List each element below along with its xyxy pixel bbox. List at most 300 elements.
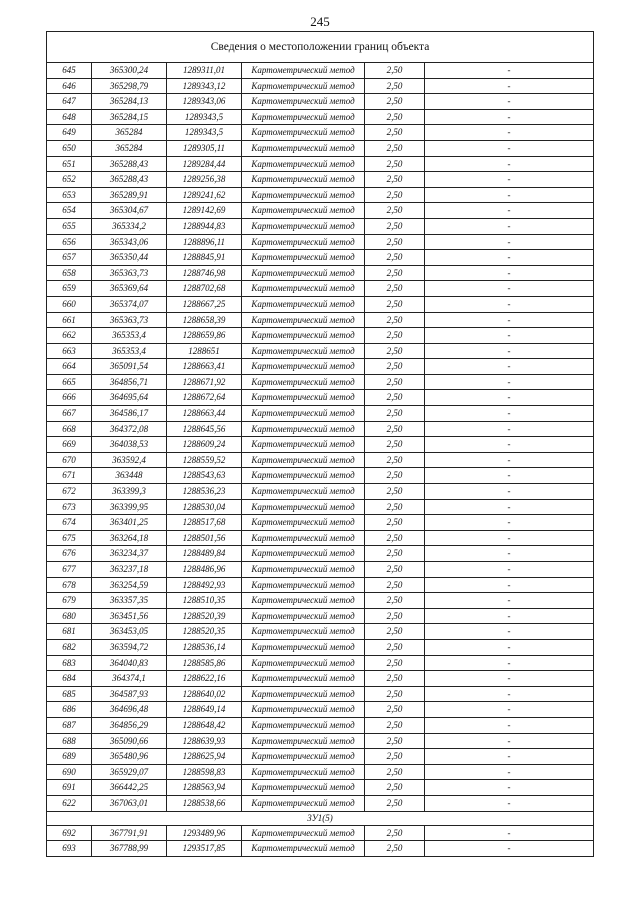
cell-note: -	[425, 499, 594, 515]
cell-coord-y: 1288585,86	[167, 655, 242, 671]
cell-coord-y: 1289284,44	[167, 156, 242, 172]
cell-point-number: 686	[47, 702, 92, 718]
table-row	[47, 593, 594, 609]
cell-accuracy: 2,50	[365, 218, 425, 234]
cell-coord-y: 1289241,62	[167, 187, 242, 203]
cell-coord-x: 365284	[92, 125, 167, 141]
cell-method: Картометрический метод	[242, 421, 365, 437]
cell-point-number: 660	[47, 296, 92, 312]
cell-accuracy: 2,50	[365, 94, 425, 110]
cell-coord-x: 363401,25	[92, 515, 167, 531]
cell-coord-y: 1288538,66	[167, 795, 242, 811]
cell-method: Картометрический метод	[242, 562, 365, 578]
cell-point-number: 672	[47, 484, 92, 500]
cell-note: -	[425, 780, 594, 796]
cell-note: -	[425, 655, 594, 671]
cell-method: Картометрический метод	[242, 203, 365, 219]
cell-accuracy: 2,50	[365, 639, 425, 655]
cell-coord-x: 366442,25	[92, 780, 167, 796]
cell-coord-y: 1293517,85	[167, 841, 242, 857]
cell-note: -	[425, 125, 594, 141]
cell-point-number: 681	[47, 624, 92, 640]
table-row	[47, 655, 594, 671]
table-row	[47, 374, 594, 390]
cell-note: -	[425, 468, 594, 484]
cell-coord-y: 1288486,96	[167, 562, 242, 578]
cell-note: -	[425, 63, 594, 79]
cell-point-number: 622	[47, 795, 92, 811]
cell-point-number: 648	[47, 109, 92, 125]
cell-accuracy: 2,50	[365, 312, 425, 328]
cell-note: -	[425, 172, 594, 188]
section-row	[47, 811, 594, 825]
cell-point-number: 691	[47, 780, 92, 796]
cell-coord-y: 1288609,24	[167, 437, 242, 453]
table-row	[47, 109, 594, 125]
cell-coord-x: 365289,91	[92, 187, 167, 203]
cell-method: Картометрический метод	[242, 593, 365, 609]
cell-note: -	[425, 841, 594, 857]
cell-coord-y: 1289343,5	[167, 125, 242, 141]
cell-point-number: 692	[47, 825, 92, 841]
cell-point-number: 685	[47, 686, 92, 702]
cell-method: Картометрический метод	[242, 468, 365, 484]
cell-note: -	[425, 452, 594, 468]
cell-coord-x: 364856,29	[92, 717, 167, 733]
table-row	[47, 717, 594, 733]
cell-point-number: 663	[47, 343, 92, 359]
table-row	[47, 515, 594, 531]
cell-method: Картометрический метод	[242, 172, 365, 188]
cell-point-number: 673	[47, 499, 92, 515]
cell-coord-y: 1289142,69	[167, 203, 242, 219]
cell-coord-y: 1288667,25	[167, 296, 242, 312]
cell-point-number: 657	[47, 250, 92, 266]
cell-method: Картометрический метод	[242, 671, 365, 687]
cell-point-number: 653	[47, 187, 92, 203]
cell-coord-x: 365334,2	[92, 218, 167, 234]
cell-point-number: 680	[47, 608, 92, 624]
cell-accuracy: 2,50	[365, 749, 425, 765]
table-row	[47, 406, 594, 422]
cell-accuracy: 2,50	[365, 499, 425, 515]
cell-note: -	[425, 250, 594, 266]
cell-coord-y: 1288659,86	[167, 328, 242, 344]
cell-point-number: 682	[47, 639, 92, 655]
cell-coord-x: 365480,96	[92, 749, 167, 765]
cell-method: Картометрический метод	[242, 484, 365, 500]
cell-accuracy: 2,50	[365, 593, 425, 609]
cell-coord-y: 1288702,68	[167, 281, 242, 297]
cell-coord-y: 1288640,02	[167, 686, 242, 702]
table-row	[47, 328, 594, 344]
cell-accuracy: 2,50	[365, 328, 425, 344]
cell-method: Картометрический метод	[242, 374, 365, 390]
cell-accuracy: 2,50	[365, 343, 425, 359]
cell-accuracy: 2,50	[365, 63, 425, 79]
cell-coord-y: 1288649,14	[167, 702, 242, 718]
cell-point-number: 671	[47, 468, 92, 484]
table-row	[47, 841, 594, 857]
table-row	[47, 312, 594, 328]
cell-accuracy: 2,50	[365, 172, 425, 188]
cell-note: -	[425, 374, 594, 390]
cell-coord-y: 1288517,68	[167, 515, 242, 531]
cell-coord-x: 363237,18	[92, 562, 167, 578]
table-row	[47, 452, 594, 468]
cell-coord-y: 1288651	[167, 343, 242, 359]
cell-coord-x: 364038,53	[92, 437, 167, 453]
cell-accuracy: 2,50	[365, 624, 425, 640]
table-row	[47, 764, 594, 780]
cell-note: -	[425, 624, 594, 640]
cell-method: Картометрический метод	[242, 328, 365, 344]
cell-point-number: 658	[47, 265, 92, 281]
table-row	[47, 390, 594, 406]
cell-coord-y: 1288896,11	[167, 234, 242, 250]
cell-coord-x: 365090,66	[92, 733, 167, 749]
table-row	[47, 359, 594, 375]
cell-accuracy: 2,50	[365, 484, 425, 500]
cell-method: Картометрический метод	[242, 234, 365, 250]
cell-note: -	[425, 265, 594, 281]
cell-note: -	[425, 140, 594, 156]
cell-coord-y: 1289256,38	[167, 172, 242, 188]
cell-accuracy: 2,50	[365, 825, 425, 841]
cell-method: Картометрический метод	[242, 156, 365, 172]
cell-method: Картометрический метод	[242, 359, 365, 375]
cell-method: Картометрический метод	[242, 187, 365, 203]
table-row	[47, 156, 594, 172]
cell-coord-y: 1288520,35	[167, 624, 242, 640]
cell-note: -	[425, 328, 594, 344]
cell-coord-y: 1288663,44	[167, 406, 242, 422]
cell-note: -	[425, 530, 594, 546]
cell-note: -	[425, 671, 594, 687]
cell-coord-x: 365284,15	[92, 109, 167, 125]
cell-method: Картометрический метод	[242, 749, 365, 765]
cell-note: -	[425, 390, 594, 406]
cell-accuracy: 2,50	[365, 515, 425, 531]
page-number: 245	[310, 14, 330, 29]
cell-coord-y: 1288671,92	[167, 374, 242, 390]
cell-method: Картометрический метод	[242, 140, 365, 156]
cell-coord-x: 363594,72	[92, 639, 167, 655]
cell-method: Картометрический метод	[242, 296, 365, 312]
cell-method: Картометрический метод	[242, 406, 365, 422]
cell-coord-x: 365288,43	[92, 172, 167, 188]
cell-point-number: 650	[47, 140, 92, 156]
cell-accuracy: 2,50	[365, 265, 425, 281]
cell-note: -	[425, 203, 594, 219]
cell-coord-x: 365343,06	[92, 234, 167, 250]
table-row	[47, 624, 594, 640]
cell-coord-y: 1288530,04	[167, 499, 242, 515]
cell-note: -	[425, 515, 594, 531]
cell-method: Картометрический метод	[242, 530, 365, 546]
cell-coord-x: 365284	[92, 140, 167, 156]
cell-coord-x: 365298,79	[92, 78, 167, 94]
cell-note: -	[425, 343, 594, 359]
cell-method: Картометрический метод	[242, 125, 365, 141]
cell-method: Картометрический метод	[242, 94, 365, 110]
cell-note: -	[425, 484, 594, 500]
cell-point-number: 684	[47, 671, 92, 687]
cell-method: Картометрический метод	[242, 655, 365, 671]
cell-method: Картометрический метод	[242, 825, 365, 841]
cell-accuracy: 2,50	[365, 187, 425, 203]
cell-point-number: 664	[47, 359, 92, 375]
cell-method: Картометрический метод	[242, 312, 365, 328]
table-row	[47, 780, 594, 796]
table-row	[47, 577, 594, 593]
cell-coord-y: 1288510,35	[167, 593, 242, 609]
cell-method: Картометрический метод	[242, 780, 365, 796]
table-row	[47, 749, 594, 765]
table-row	[47, 343, 594, 359]
cell-coord-x: 365300,24	[92, 63, 167, 79]
cell-note: -	[425, 749, 594, 765]
cell-accuracy: 2,50	[365, 780, 425, 796]
cell-note: -	[425, 109, 594, 125]
table-title: Сведения о местоположении границ объекта	[47, 32, 594, 63]
cell-point-number: 687	[47, 717, 92, 733]
cell-point-number: 674	[47, 515, 92, 531]
table-row	[47, 250, 594, 266]
table-title-row	[47, 32, 594, 63]
cell-point-number: 656	[47, 234, 92, 250]
cell-coord-y: 1289343,5	[167, 109, 242, 125]
cell-accuracy: 2,50	[365, 530, 425, 546]
cell-coord-x: 365353,4	[92, 328, 167, 344]
table-row	[47, 499, 594, 515]
cell-note: -	[425, 546, 594, 562]
cell-point-number: 693	[47, 841, 92, 857]
cell-coord-y: 1288489,84	[167, 546, 242, 562]
cell-note: -	[425, 406, 594, 422]
cell-coord-x: 365091,54	[92, 359, 167, 375]
cell-point-number: 645	[47, 63, 92, 79]
cell-method: Картометрический метод	[242, 717, 365, 733]
cell-note: -	[425, 156, 594, 172]
cell-method: Картометрический метод	[242, 499, 365, 515]
cell-note: -	[425, 593, 594, 609]
cell-coord-y: 1288746,98	[167, 265, 242, 281]
cell-accuracy: 2,50	[365, 234, 425, 250]
table-row	[47, 825, 594, 841]
cell-point-number: 676	[47, 546, 92, 562]
cell-coord-y: 1288536,14	[167, 639, 242, 655]
cell-method: Картометрический метод	[242, 577, 365, 593]
cell-method: Картометрический метод	[242, 764, 365, 780]
table-row	[47, 63, 594, 79]
cell-accuracy: 2,50	[365, 250, 425, 266]
cell-point-number: 647	[47, 94, 92, 110]
cell-coord-x: 367788,99	[92, 841, 167, 857]
cell-coord-y: 1288944,83	[167, 218, 242, 234]
cell-coord-y: 1288563,94	[167, 780, 242, 796]
cell-method: Картометрический метод	[242, 546, 365, 562]
cell-point-number: 661	[47, 312, 92, 328]
cell-accuracy: 2,50	[365, 359, 425, 375]
cell-coord-x: 363451,56	[92, 608, 167, 624]
cell-point-number: 677	[47, 562, 92, 578]
cell-method: Картометрический метод	[242, 608, 365, 624]
cell-accuracy: 2,50	[365, 374, 425, 390]
cell-coord-y: 1288658,39	[167, 312, 242, 328]
cell-note: -	[425, 234, 594, 250]
cell-note: -	[425, 421, 594, 437]
cell-point-number: 649	[47, 125, 92, 141]
table-row	[47, 172, 594, 188]
table-row	[47, 562, 594, 578]
cell-coord-y: 1288492,93	[167, 577, 242, 593]
cell-coord-y: 1288648,42	[167, 717, 242, 733]
cell-accuracy: 2,50	[365, 577, 425, 593]
cell-point-number: 675	[47, 530, 92, 546]
cell-coord-x: 363234,37	[92, 546, 167, 562]
cell-point-number: 654	[47, 203, 92, 219]
cell-note: -	[425, 437, 594, 453]
cell-coord-x: 365284,13	[92, 94, 167, 110]
cell-coord-x: 364586,17	[92, 406, 167, 422]
table-row	[47, 639, 594, 655]
cell-coord-x: 364372,08	[92, 421, 167, 437]
cell-note: -	[425, 94, 594, 110]
cell-accuracy: 2,50	[365, 764, 425, 780]
cell-coord-y: 1288645,56	[167, 421, 242, 437]
cell-note: -	[425, 608, 594, 624]
cell-note: -	[425, 312, 594, 328]
cell-accuracy: 2,50	[365, 468, 425, 484]
cell-point-number: 651	[47, 156, 92, 172]
cell-method: Картометрический метод	[242, 702, 365, 718]
cell-point-number: 666	[47, 390, 92, 406]
cell-accuracy: 2,50	[365, 78, 425, 94]
cell-note: -	[425, 78, 594, 94]
cell-coord-x: 363592,4	[92, 452, 167, 468]
cell-point-number: 690	[47, 764, 92, 780]
cell-coord-x: 365369,64	[92, 281, 167, 297]
cell-accuracy: 2,50	[365, 452, 425, 468]
cell-point-number: 688	[47, 733, 92, 749]
cell-point-number: 652	[47, 172, 92, 188]
cell-coord-y: 1288536,23	[167, 484, 242, 500]
cell-coord-x: 365929,07	[92, 764, 167, 780]
cell-method: Картометрический метод	[242, 265, 365, 281]
section-label: 3У1(5)	[47, 811, 594, 825]
cell-note: -	[425, 639, 594, 655]
cell-coord-x: 364856,71	[92, 374, 167, 390]
cell-note: -	[425, 562, 594, 578]
table-row	[47, 468, 594, 484]
cell-method: Картометрический метод	[242, 109, 365, 125]
cell-coord-x: 364040,83	[92, 655, 167, 671]
cell-method: Картометрический метод	[242, 281, 365, 297]
cell-method: Картометрический метод	[242, 452, 365, 468]
cell-point-number: 678	[47, 577, 92, 593]
cell-method: Картометрический метод	[242, 624, 365, 640]
cell-accuracy: 2,50	[365, 608, 425, 624]
cell-coord-x: 365350,44	[92, 250, 167, 266]
cell-coord-x: 365304,67	[92, 203, 167, 219]
cell-note: -	[425, 795, 594, 811]
cell-coord-x: 365353,4	[92, 343, 167, 359]
cell-method: Картометрический метод	[242, 78, 365, 94]
cell-note: -	[425, 686, 594, 702]
cell-note: -	[425, 825, 594, 841]
table-row	[47, 187, 594, 203]
cell-coord-y: 1288520,39	[167, 608, 242, 624]
cell-accuracy: 2,50	[365, 546, 425, 562]
cell-method: Картометрический метод	[242, 686, 365, 702]
cell-coord-x: 363453,05	[92, 624, 167, 640]
cell-point-number: 659	[47, 281, 92, 297]
table-row	[47, 671, 594, 687]
cell-accuracy: 2,50	[365, 140, 425, 156]
cell-note: -	[425, 717, 594, 733]
table-row	[47, 203, 594, 219]
cell-method: Картометрический метод	[242, 343, 365, 359]
cell-method: Картометрический метод	[242, 733, 365, 749]
cell-method: Картометрический метод	[242, 250, 365, 266]
cell-accuracy: 2,50	[365, 717, 425, 733]
table-row	[47, 265, 594, 281]
table-row	[47, 546, 594, 562]
cell-coord-x: 364587,93	[92, 686, 167, 702]
cell-method: Картометрический метод	[242, 437, 365, 453]
cell-accuracy: 2,50	[365, 281, 425, 297]
table-row	[47, 78, 594, 94]
cell-accuracy: 2,50	[365, 156, 425, 172]
cell-coord-x: 363264,18	[92, 530, 167, 546]
cell-coord-y: 1289311,01	[167, 63, 242, 79]
cell-point-number: 689	[47, 749, 92, 765]
cell-coord-x: 367063,01	[92, 795, 167, 811]
cell-point-number: 667	[47, 406, 92, 422]
cell-coord-y: 1289343,06	[167, 94, 242, 110]
table-row	[47, 437, 594, 453]
cell-note: -	[425, 281, 594, 297]
cell-coord-x: 364374,1	[92, 671, 167, 687]
cell-accuracy: 2,50	[365, 437, 425, 453]
table-row	[47, 530, 594, 546]
cell-coord-y: 1289343,12	[167, 78, 242, 94]
cell-coord-y: 1288639,93	[167, 733, 242, 749]
table-row	[47, 125, 594, 141]
cell-coord-y: 1288598,83	[167, 764, 242, 780]
cell-point-number: 669	[47, 437, 92, 453]
table-row	[47, 686, 594, 702]
cell-coord-x: 364695,64	[92, 390, 167, 406]
cell-method: Картометрический метод	[242, 639, 365, 655]
table-row	[47, 608, 594, 624]
cell-accuracy: 2,50	[365, 406, 425, 422]
cell-coord-y: 1289305,11	[167, 140, 242, 156]
cell-coord-x: 365374,07	[92, 296, 167, 312]
cell-method: Картометрический метод	[242, 390, 365, 406]
cell-note: -	[425, 577, 594, 593]
cell-method: Картометрический метод	[242, 795, 365, 811]
cell-method: Картометрический метод	[242, 841, 365, 857]
cell-note: -	[425, 218, 594, 234]
cell-coord-x: 363357,35	[92, 593, 167, 609]
cell-coord-y: 1288625,94	[167, 749, 242, 765]
cell-accuracy: 2,50	[365, 109, 425, 125]
cell-coord-x: 365363,73	[92, 312, 167, 328]
cell-coord-y: 1288543,63	[167, 468, 242, 484]
cell-note: -	[425, 733, 594, 749]
